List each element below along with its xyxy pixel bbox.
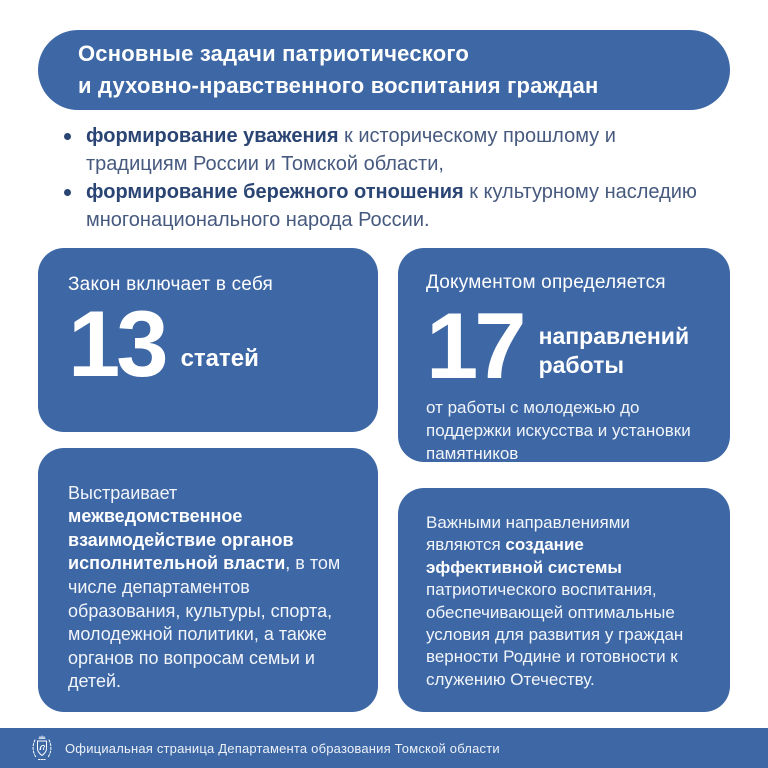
- bullet-dot-icon: [64, 133, 71, 140]
- card-rest-text: патриотического воспитания, обеспечивающей оптимальные условия для развития у граждан верности Родине и готовности к служению Отечеству.: [426, 580, 684, 689]
- card-lead-text: Выстраивает: [68, 482, 178, 503]
- bullet-dot-icon: [64, 189, 71, 196]
- bullet-rest-text: к историческому прошлому и традициям России и Томской области,: [86, 125, 616, 175]
- page-title-line1: Основные задачи патриотического: [78, 41, 470, 66]
- directions-note: от работы с молодежью до поддержки искусства и установки памятников: [426, 398, 691, 463]
- card-heading: Документом определяется: [426, 272, 666, 293]
- footer-caption: Официальная страница Департамента образования Томской области: [65, 740, 500, 756]
- articles-unit-label: статей: [180, 345, 259, 372]
- card-bold-text: межведомственное взаимодействие органов исполнительной власти: [68, 506, 294, 574]
- directions-unit-label: направлений работы: [538, 323, 690, 378]
- card-lead-text: Важными направлениями являются: [426, 513, 630, 555]
- cards-column-right: [398, 248, 730, 712]
- header-banner: [38, 30, 730, 110]
- footer-bar: [0, 728, 768, 768]
- bullet-bold-text: формирование уважения: [86, 125, 339, 147]
- card-law-articles: [38, 248, 378, 432]
- card-rest-text: , в том числе департаментов образования, культуры, спорта, молодежной политики, а также органов по вопросам семьи и детей.: [68, 553, 341, 692]
- card-bold-text: создание эффективной системы: [426, 535, 622, 577]
- directions-count: 17: [426, 293, 523, 398]
- cards-column-left: [38, 248, 378, 712]
- list-item: [62, 122, 712, 178]
- card-document-directions: [398, 248, 730, 462]
- card-important-directions: [398, 488, 730, 712]
- card-heading: Закон включает в себя: [68, 274, 274, 295]
- card-interagency-cooperation: [38, 448, 378, 712]
- bullet-bold-text: формирование бережного отношения: [86, 181, 464, 203]
- intro-bullet-list: [62, 122, 712, 234]
- page-title-line2: и духовно-нравственного воспитания граждан: [78, 73, 599, 98]
- bullet-rest-text: к культурному наследию многонационального народа России.: [86, 181, 697, 231]
- number-row: [426, 293, 704, 398]
- articles-count: 13: [68, 291, 165, 396]
- number-row: [68, 291, 348, 396]
- list-item: [62, 178, 712, 234]
- cards-grid: [38, 248, 730, 712]
- tomsk-coat-of-arms-icon: [30, 735, 54, 762]
